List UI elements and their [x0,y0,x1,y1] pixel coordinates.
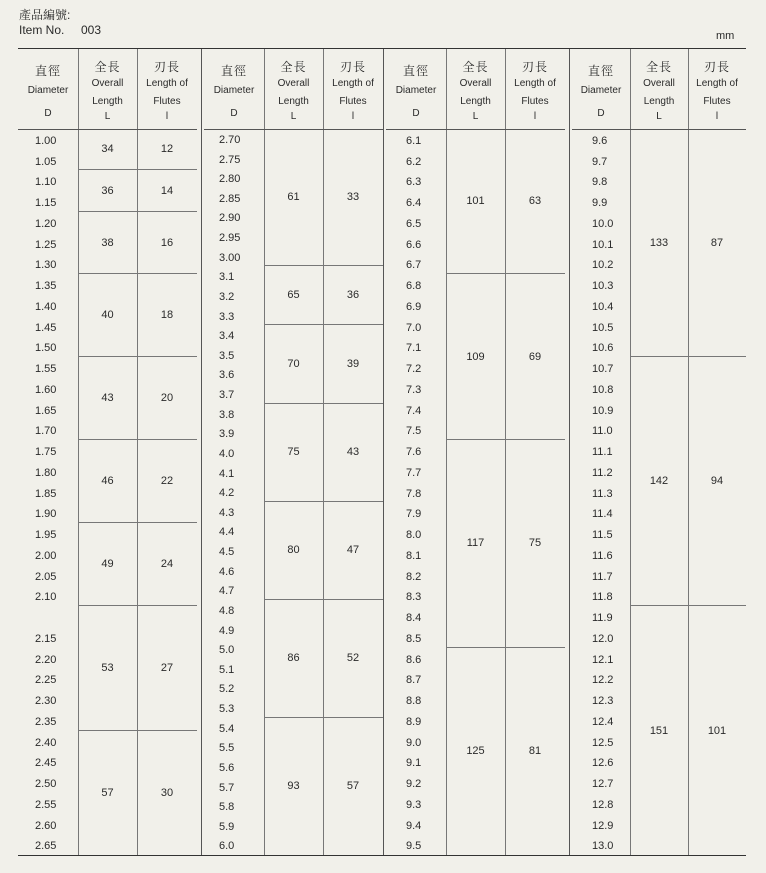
diameter-cell: 4.4 [219,526,235,539]
diameter-cell: 11.4 [592,508,613,521]
diameter-cell: 3.6 [219,369,235,382]
flutes-range-cell: 87 [688,129,746,357]
diameter-cell: 6.4 [406,197,422,210]
diameter-cell: 2.80 [219,173,241,186]
diameter-cell: 3.4 [219,330,235,343]
flutes-range-cell: 63 [505,129,565,274]
diameter-cell: 10.5 [592,321,614,334]
overall-range-cell: 151 [649,724,669,737]
overall-range-cell: 57 [101,786,114,799]
diameter-cell: 10.7 [592,363,614,376]
diameter-cell: 4.6 [219,565,235,578]
flutes-range-cell: 36 [323,266,383,325]
diameter-cell: 9.1 [406,757,422,770]
drill-size-table [18,48,746,856]
diameter-cell: 11.3 [592,487,613,500]
flutes-range-cell: 69 [505,274,565,440]
flutes-range-cell: 12 [137,129,197,170]
diameter-cell: 1.75 [35,446,57,459]
diameter-header-zh: 直徑 [34,64,61,78]
overall-range-cell: 53 [78,606,137,730]
overall-range-cell: 34 [78,129,137,170]
diameter-cell: 7.1 [406,342,422,355]
flutes-column [688,49,746,855]
diameter-cell: 5.5 [219,742,235,755]
unit-label: mm [716,30,735,42]
diameter-cell: 2.00 [35,549,57,562]
diameter-cell: 1.50 [35,342,57,355]
table-group [386,49,566,855]
item-label-en: Item No. [19,23,65,37]
diameter-cell: 12.5 [592,736,614,749]
diameter-cell: 12.1 [592,653,614,666]
overall-range-cell: 109 [446,274,505,440]
diameter-cell: 6.3 [406,176,422,189]
diameter-cell: 6.8 [406,280,422,293]
diameter-cell: 5.1 [219,663,235,676]
diameter-cell: 6.7 [406,259,422,272]
overall-header [78,49,137,130]
flutes-range-cell: 22 [137,440,197,523]
flutes-header-en: Flutes [339,96,367,107]
overall-header-en: Overall [643,78,675,89]
flutes-header-en: Flutes [703,96,731,107]
overall-header-en: Length [643,96,675,107]
diameter-cell: 10.1 [592,238,614,251]
diameter-cell: 1.70 [35,425,57,438]
diameter-header-symbol: D [412,108,420,119]
diameter-header-en: Diameter [580,85,622,96]
overall-range-cell: 101 [446,129,505,274]
flutes-header-zh: 刃長 [521,60,548,74]
diameter-cell: 8.4 [406,612,422,625]
overall-header-en: Overall [459,78,492,89]
diameter-cell: 9.7 [592,155,608,168]
diameter-cell: 5.3 [219,703,235,716]
diameter-cell: 2.35 [35,715,57,728]
flutes-range-cell: 47 [323,502,383,600]
diameter-cell: 2.85 [219,192,241,205]
flutes-range-cell: 52 [323,600,383,718]
diameter-header-symbol: D [44,108,52,119]
flutes-column [137,49,197,855]
overall-range-cell: 133 [630,129,688,357]
diameter-cell: 13.0 [592,840,614,853]
diameter-header [18,49,78,130]
diameter-cell: 5.7 [219,781,235,794]
diameter-cell: 1.10 [35,176,57,189]
diameter-cell: 3.9 [219,428,235,441]
diameter-cell: 7.4 [406,404,422,417]
diameter-column [386,49,447,855]
diameter-cell: 2.60 [35,819,57,832]
diameter-cell: 7.3 [406,383,422,396]
flutes-range-cell: 75 [505,440,565,647]
flutes-header-en: Length of [146,78,188,89]
diameter-cell: 7.7 [406,466,422,479]
overall-range-cell: 43 [78,357,137,440]
diameter-cell: 1.80 [35,466,57,479]
table-group [204,49,380,855]
overall-range-cell: 75 [264,404,323,502]
diameter-cell: 2.55 [35,798,57,811]
flutes-range-cell: 33 [323,129,383,266]
diameter-cell: 7.2 [406,363,422,376]
diameter-cell: 6.6 [406,238,422,251]
diameter-cell: 2.45 [35,757,57,770]
diameter-cell: 1.20 [35,217,57,230]
overall-header-symbol: L [472,111,479,122]
diameter-cell: 3.3 [219,310,235,323]
diameter-cell: 5.6 [219,761,235,774]
diameter-cell: 4.5 [219,546,235,559]
diameter-cell: 12.9 [592,819,614,832]
diameter-cell: 12.7 [592,778,614,791]
overall-header-en: Length [278,96,309,107]
flutes-column [323,49,383,855]
overall-range-cell: 46 [78,440,137,523]
overall-range-cell: 40 [78,274,137,357]
flutes-range-cell: 39 [323,325,383,403]
diameter-cell: 11.5 [592,529,613,542]
flutes-header [137,49,197,130]
diameter-header-zh: 直徑 [402,64,429,78]
diameter-cell: 1.40 [35,300,57,313]
diameter-cell: 4.3 [219,506,235,519]
diameter-cell: 4.2 [219,487,235,500]
overall-column [264,49,324,855]
diameter-cell: 8.1 [406,549,422,562]
diameter-cell: 8.5 [406,632,422,645]
diameter-cell: 4.1 [219,467,235,480]
diameter-cell: 1.30 [35,259,57,272]
flutes-header-symbol: l [165,111,169,122]
flutes-range-cell: 18 [137,274,197,357]
diameter-cell: 9.8 [592,176,608,189]
diameter-cell: 3.2 [219,290,235,303]
diameter-cell: 5.4 [219,722,235,735]
diameter-cell: 8.2 [406,570,422,583]
diameter-header-en: Diameter [395,85,437,96]
diameter-cell: 7.6 [406,446,422,459]
diameter-cell: 7.5 [406,425,422,438]
diameter-cell: 4.7 [219,585,235,598]
diameter-header-symbol: D [597,108,605,119]
diameter-cell: 1.65 [35,404,57,417]
diameter-cell: 1.35 [35,280,57,293]
diameter-cell: 9.9 [592,197,608,210]
overall-range-cell: 80 [264,502,323,600]
diameter-cell: 2.05 [35,570,57,583]
diameter-cell: 9.5 [406,840,422,853]
diameter-cell: 5.8 [219,801,235,814]
item-number-block [19,8,102,38]
diameter-cell: 10.8 [592,383,614,396]
overall-header-symbol: L [290,111,297,122]
flutes-header [688,49,746,130]
diameter-cell: 2.25 [35,674,57,687]
diameter-cell: 1.55 [35,363,57,376]
diameter-cell: 2.20 [35,653,57,666]
diameter-cell: 4.0 [219,447,235,460]
diameter-cell: 10.3 [592,280,614,293]
diameter-cell: 2.15 [35,632,57,645]
diameter-cell: 2.70 [219,134,241,146]
diameter-header-symbol: D [230,108,238,119]
diameter-header-zh: 直徑 [220,64,247,78]
flutes-range-cell: 30 [160,786,174,799]
diameter-cell: 11.6 [592,549,613,562]
overall-header [630,49,688,130]
diameter-cell: 11.9 [592,612,613,625]
diameter-cell: 12.0 [592,632,614,645]
flutes-header-zh: 刃長 [703,60,730,74]
overall-range-cell: 93 [287,780,300,793]
diameter-cell: 4.8 [219,604,235,617]
group-divider [569,49,570,855]
diameter-cell: 1.05 [35,155,57,168]
overall-range-cell: 117 [446,440,505,647]
diameter-cell: 1.95 [35,529,57,542]
flutes-header-symbol: l [533,111,537,122]
diameter-cell: 2.30 [35,695,57,708]
flutes-header-en: Length of [514,78,556,89]
overall-header-zh: 全長 [280,60,307,74]
diameter-cell: 2.10 [35,591,57,604]
overall-header-en: Overall [277,78,310,89]
diameter-cell: 5.2 [219,683,235,696]
item-label-zh: 產品編號: [19,8,71,22]
diameter-cell: 1.25 [35,238,57,251]
overall-column [446,49,506,855]
flutes-range-cell: 101 [707,724,727,737]
overall-range-cell: 70 [264,325,323,403]
overall-header [264,49,323,130]
diameter-cell: 9.0 [406,736,422,749]
diameter-cell: 2.40 [35,736,57,749]
flutes-header-en: Length of [332,78,374,89]
diameter-cell: 9.4 [406,819,422,832]
diameter-cell: 1.15 [35,197,57,210]
diameter-cell: 10.9 [592,404,614,417]
overall-range-cell: 65 [264,266,323,325]
diameter-header-en: Diameter [213,85,255,96]
overall-header-en: Overall [91,78,124,89]
diameter-cell: 7.0 [406,321,422,334]
overall-range-cell: 61 [264,129,323,266]
diameter-cell: 6.1 [406,135,422,147]
diameter-cell: 2.75 [219,153,241,166]
overall-header-symbol: L [656,111,662,122]
item-code: 003 [81,23,102,37]
flutes-range-cell: 27 [137,606,197,730]
overall-header-en: Length [460,96,491,107]
diameter-cell: 6.2 [406,155,422,168]
diameter-cell: 9.6 [592,135,608,147]
diameter-cell: 1.85 [35,487,57,500]
diameter-cell: 7.8 [406,487,422,500]
flutes-range-cell: 14 [137,170,197,211]
flutes-column [505,49,565,855]
overall-header-en: Length [92,96,123,107]
diameter-cell: 11.0 [592,425,613,438]
flutes-header [505,49,565,130]
group-divider [201,49,202,855]
diameter-cell: 12.8 [592,798,614,811]
overall-range-cell: 86 [264,600,323,718]
diameter-cell: 1.45 [35,321,57,334]
flutes-range-cell: 16 [137,212,197,274]
diameter-cell: 11.1 [592,446,613,459]
overall-range-cell: 38 [78,212,137,274]
diameter-column [572,49,631,855]
diameter-cell: 1.00 [35,135,57,147]
flutes-range-cell: 20 [137,357,197,440]
flutes-header-en: Length of [696,78,738,89]
diameter-column [204,49,265,855]
diameter-cell: 2.90 [219,212,241,225]
diameter-cell: 6.9 [406,300,422,313]
flutes-header [323,49,383,130]
diameter-cell: 10.6 [592,342,614,355]
diameter-cell: 9.3 [406,798,422,811]
diameter-cell: 11.7 [592,570,613,583]
diameter-cell: 2.95 [219,232,241,245]
diameter-cell: 11.2 [592,466,613,479]
diameter-header [572,49,630,130]
diameter-cell: 8.7 [406,674,422,687]
diameter-cell: 2.65 [35,840,57,853]
diameter-cell: 12.2 [592,674,614,687]
diameter-cell: 12.4 [592,715,614,728]
diameter-header-en: Diameter [27,85,69,96]
diameter-cell: 8.0 [406,529,422,542]
diameter-cell: 10.2 [592,259,614,272]
table-group [18,49,198,855]
flutes-range-cell: 57 [346,780,360,793]
diameter-cell: 11.8 [592,591,613,604]
diameter-cell: 5.9 [219,820,235,833]
diameter-cell: 2.50 [35,778,57,791]
diameter-cell: 8.6 [406,653,422,666]
flutes-header-zh: 刃長 [153,60,180,74]
diameter-cell: 3.00 [219,251,241,264]
diameter-cell: 8.8 [406,695,422,708]
diameter-cell: 8.3 [406,591,422,604]
overall-range-cell: 49 [78,523,137,606]
flutes-header-zh: 刃長 [339,60,366,74]
diameter-cell: 3.5 [219,349,235,362]
diameter-cell: 4.9 [219,624,235,637]
overall-header-symbol: L [104,111,111,122]
overall-header-zh: 全長 [462,60,489,74]
diameter-cell: 12.6 [592,757,614,770]
diameter-cell: 8.9 [406,715,422,728]
diameter-header-zh: 直徑 [587,64,614,78]
flutes-header-symbol: l [351,111,355,122]
flutes-range-cell: 43 [323,404,383,502]
overall-range-cell: 142 [630,357,688,606]
diameter-cell: 10.0 [592,217,614,230]
overall-header-zh: 全長 [94,60,121,74]
table-group [572,49,746,855]
diameter-cell: 1.60 [35,383,57,396]
flutes-range-cell: 24 [137,523,197,606]
diameter-cell: 6.0 [219,840,235,853]
diameter-column [18,49,79,855]
diameter-cell: 5.0 [219,644,235,657]
diameter-cell: 3.8 [219,408,235,421]
diameter-cell: 3.1 [219,271,235,284]
group-divider [383,49,384,855]
overall-column [630,49,689,855]
diameter-cell: 1.90 [35,508,57,521]
diameter-cell: 10.4 [592,300,614,313]
diameter-cell: 3.7 [219,389,235,402]
flutes-range-cell: 81 [528,745,542,758]
overall-header-zh: 全長 [645,60,672,74]
flutes-header-symbol: l [715,111,719,122]
diameter-cell: 6.5 [406,217,422,230]
diameter-cell: 9.2 [406,778,422,791]
diameter-cell [18,608,78,629]
flutes-header-en: Flutes [153,96,181,107]
diameter-header [204,49,264,130]
flutes-range-cell: 94 [688,357,746,606]
overall-range-cell: 125 [466,745,485,758]
diameter-header [386,49,446,130]
overall-column [78,49,138,855]
flutes-header-en: Flutes [521,96,549,107]
diameter-cell: 7.9 [406,508,422,521]
diameter-cell: 12.3 [592,695,614,708]
overall-header [446,49,505,130]
overall-range-cell: 36 [78,170,137,211]
